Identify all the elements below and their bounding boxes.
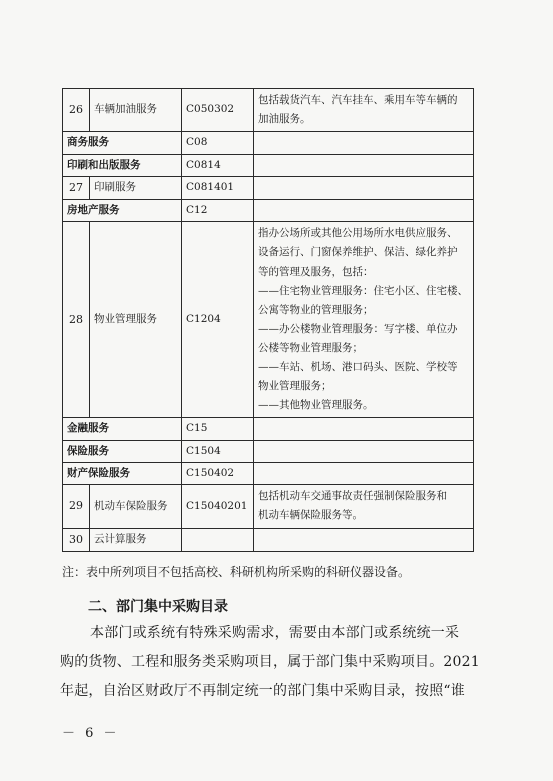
description-cell bbox=[254, 132, 474, 154]
row-number-cell: 26 bbox=[63, 89, 90, 132]
description-line: ——车站、机场、港口码头、医院、学校等 bbox=[258, 361, 458, 374]
description-cell bbox=[254, 176, 474, 199]
description-cell bbox=[254, 528, 474, 551]
category-name-cell: 房地产服务 bbox=[63, 199, 182, 221]
description-line: 加油服务。 bbox=[258, 113, 311, 126]
item-code-cell: C081401 bbox=[182, 176, 254, 199]
item-code-cell bbox=[182, 528, 254, 551]
table-footnote: 注：表中所列项目不包括高校、科研机构所采购的科研仪器设备。 bbox=[62, 565, 411, 579]
table-row bbox=[63, 176, 474, 199]
table-row bbox=[63, 485, 474, 528]
description-line: 公寓等物业的管理服务； bbox=[258, 303, 374, 316]
table-row bbox=[63, 132, 474, 154]
row-number-cell: 27 bbox=[63, 176, 90, 199]
description-line: ——办公楼物业管理服务：写字楼、单位办 bbox=[258, 322, 458, 335]
row-number-cell: 30 bbox=[63, 528, 90, 551]
description-line: 物业管理服务； bbox=[258, 380, 332, 393]
table-row bbox=[63, 154, 474, 176]
item-name-cell: 车辆加油服务 bbox=[90, 89, 182, 132]
row-number-cell: 28 bbox=[63, 222, 90, 418]
description-cell bbox=[254, 154, 474, 176]
item-name-cell: 印刷服务 bbox=[90, 176, 182, 199]
body-paragraph bbox=[60, 619, 480, 706]
description-cell bbox=[254, 199, 474, 221]
paragraph-line: 年起，自治区财政厅不再制定统一的部门集中采购目录，按照“谁 bbox=[60, 683, 465, 699]
category-name-cell: 保险服务 bbox=[63, 440, 182, 462]
section-heading: 二、部门集中采购目录 bbox=[88, 599, 228, 615]
table-row bbox=[63, 89, 474, 132]
table-row bbox=[63, 222, 474, 418]
description-cell bbox=[254, 89, 474, 132]
description-line: 包括机动车交通事故责任强制保险服务和 bbox=[258, 490, 447, 503]
paragraph-line: 购的货物、工程和服务类采购项目，属于部门集中采购项目。2021 bbox=[60, 654, 480, 670]
description-line: 设备运行、门窗保养维护、保洁、绿化养护 bbox=[258, 246, 458, 259]
item-code-cell: C15040201 bbox=[182, 485, 254, 528]
category-code-cell: C0814 bbox=[182, 154, 254, 176]
category-code-cell: C15 bbox=[182, 418, 254, 440]
category-code-cell: C1504 bbox=[182, 440, 254, 462]
table-row bbox=[63, 440, 474, 462]
description-line: 指办公场所或其他公用场所水电供应服务、 bbox=[258, 227, 458, 240]
category-code-cell: C12 bbox=[182, 199, 254, 221]
item-code-cell: C1204 bbox=[182, 222, 254, 418]
description-cell bbox=[254, 418, 474, 440]
table-row bbox=[63, 418, 474, 440]
category-name-cell: 商务服务 bbox=[63, 132, 182, 154]
description-line: ——其他物业管理服务。 bbox=[258, 399, 374, 412]
description-line: 公楼等物业管理服务； bbox=[258, 341, 363, 354]
item-name-cell: 物业管理服务 bbox=[90, 222, 182, 418]
description-line: ——住宅物业管理服务：住宅小区、住宅楼、 bbox=[258, 284, 468, 297]
description-cell bbox=[254, 485, 474, 528]
description-cell bbox=[254, 463, 474, 485]
category-code-cell: C150402 bbox=[182, 463, 254, 485]
category-name-cell: 金融服务 bbox=[63, 418, 182, 440]
category-code-cell: C08 bbox=[182, 132, 254, 154]
description-line: 等的管理及服务，包括： bbox=[258, 265, 374, 278]
item-code-cell: C050302 bbox=[182, 89, 254, 132]
description-cell bbox=[254, 222, 474, 418]
page-number: － 6 － bbox=[62, 726, 120, 741]
table-row bbox=[63, 199, 474, 221]
description-line: 机动车辆保险服务等。 bbox=[258, 509, 363, 522]
procurement-catalog-table bbox=[62, 88, 474, 552]
item-name-cell: 云计算服务 bbox=[90, 528, 182, 551]
paragraph-line: 本部门或系统有特殊采购需求，需要由本部门或系统统一采 bbox=[90, 625, 460, 641]
table-row bbox=[63, 528, 474, 551]
category-name-cell: 印刷和出版服务 bbox=[63, 154, 182, 176]
description-cell bbox=[254, 440, 474, 462]
table-row bbox=[63, 463, 474, 485]
category-name-cell: 财产保险服务 bbox=[63, 463, 182, 485]
description-line: 包括载货汽车、汽车挂车、乘用车等车辆的 bbox=[258, 94, 458, 106]
table-body bbox=[63, 89, 474, 552]
row-number-cell: 29 bbox=[63, 485, 90, 528]
item-name-cell: 机动车保险服务 bbox=[90, 485, 182, 528]
